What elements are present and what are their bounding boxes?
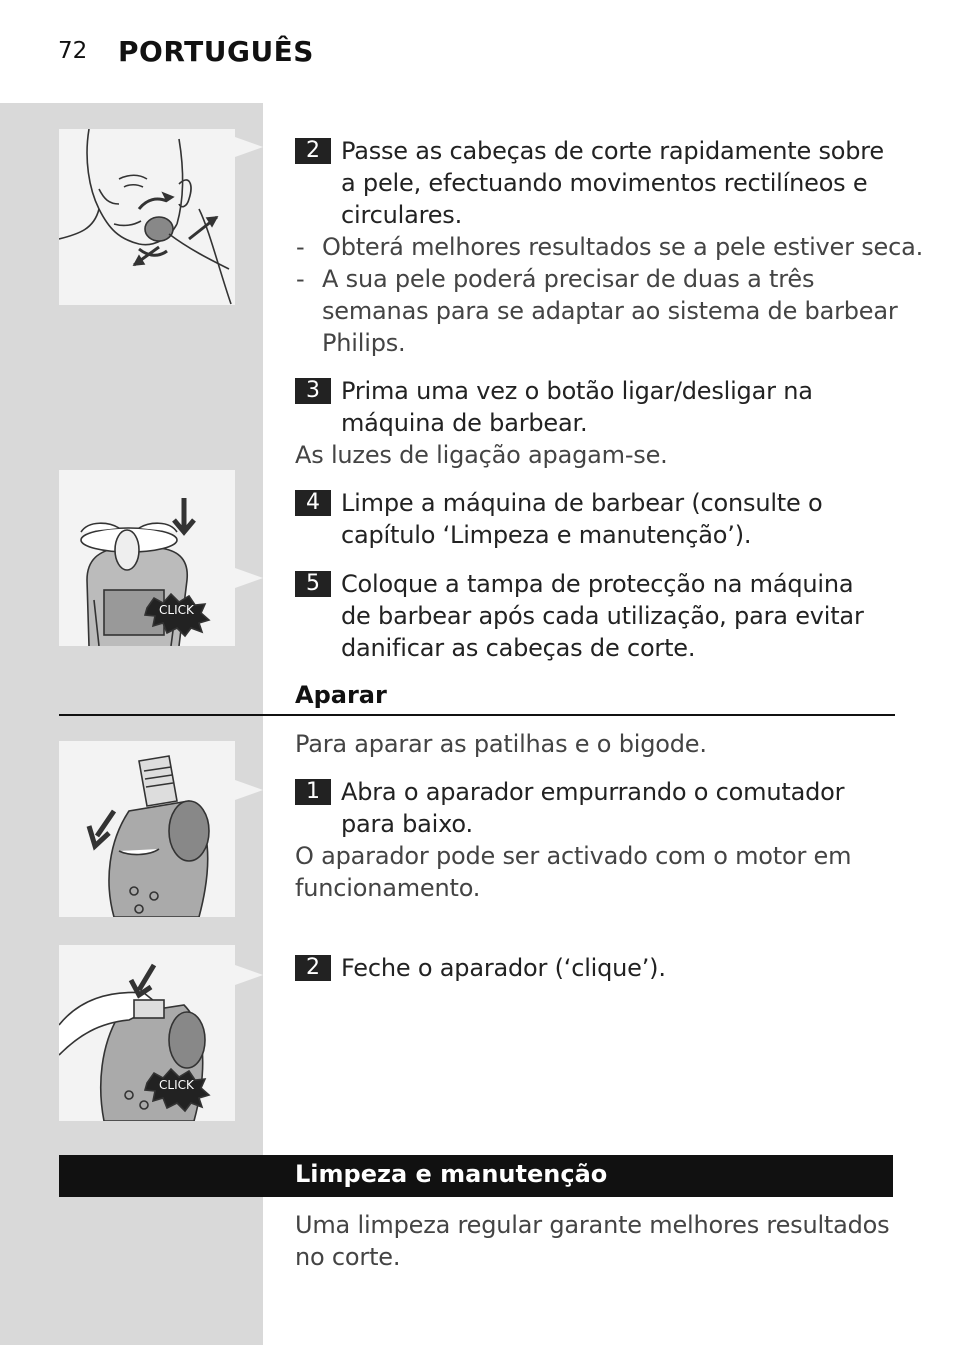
- bullet-dash: -: [296, 233, 305, 261]
- section-heading-limpeza: Limpeza e manutenção: [295, 1160, 608, 1188]
- bullet-dash: -: [296, 265, 305, 293]
- click-label: CLICK: [159, 603, 194, 617]
- step-text: Coloque a tampa de protecção na máquina: [341, 570, 854, 598]
- note-text: Obterá melhores resultados se a pele estiver seca.: [322, 233, 924, 261]
- step-text: de barbear após cada utilização, para evitar: [341, 602, 864, 630]
- step-number: 5: [295, 571, 331, 597]
- page-title: PORTUGUÊS: [118, 35, 314, 68]
- note-text: A sua pele poderá precisar de duas a três: [322, 265, 815, 293]
- step-number: 3: [295, 378, 331, 404]
- note-text: semanas para se adaptar ao sistema de barbear: [322, 297, 898, 325]
- section-divider: [59, 714, 895, 716]
- note-text: Philips.: [322, 329, 406, 357]
- step-text: Feche o aparador (‘clique’).: [341, 954, 666, 982]
- illustration-pointer: [235, 965, 263, 985]
- step-text: para baixo.: [341, 810, 473, 838]
- step-number: 2: [295, 955, 331, 981]
- step-text: circulares.: [341, 201, 463, 229]
- page-number: 72: [58, 38, 88, 64]
- step-text: capítulo ‘Limpeza e manutenção’).: [341, 521, 752, 549]
- click-label: CLICK: [159, 1078, 194, 1092]
- illustration-pointer: [235, 137, 263, 157]
- illustration-close-trimmer: [59, 945, 235, 1121]
- section-intro: no corte.: [295, 1243, 401, 1271]
- section-heading-aparar: Aparar: [295, 681, 387, 709]
- step-text: danificar as cabeças de corte.: [341, 634, 696, 662]
- illustration-shaving-face: [59, 129, 235, 305]
- illustration-protection-cap: [59, 470, 235, 646]
- step-number: 4: [295, 490, 331, 516]
- step-text: Abra o aparador empurrando o comutador: [341, 778, 845, 806]
- section-heading-bar: [59, 1155, 893, 1197]
- step-text: Prima uma vez o botão ligar/desligar na: [341, 377, 813, 405]
- step-number: 1: [295, 779, 331, 805]
- illustration-open-trimmer: [59, 741, 235, 917]
- step-result: O aparador pode ser activado com o motor em: [295, 842, 852, 870]
- step-text: Limpe a máquina de barbear (consulte o: [341, 489, 823, 517]
- step-result: As luzes de ligação apagam-se.: [295, 441, 668, 469]
- illustration-pointer: [235, 780, 263, 800]
- section-intro: Uma limpeza regular garante melhores resultados: [295, 1211, 890, 1239]
- step-number: 2: [295, 138, 331, 164]
- step-text: Passe as cabeças de corte rapidamente sobre: [341, 137, 884, 165]
- step-text: a pele, efectuando movimentos rectilíneos e: [341, 169, 868, 197]
- illustration-pointer: [235, 568, 263, 588]
- section-intro: Para aparar as patilhas e o bigode.: [295, 730, 707, 758]
- step-result: funcionamento.: [295, 874, 481, 902]
- step-text: máquina de barbear.: [341, 409, 588, 437]
